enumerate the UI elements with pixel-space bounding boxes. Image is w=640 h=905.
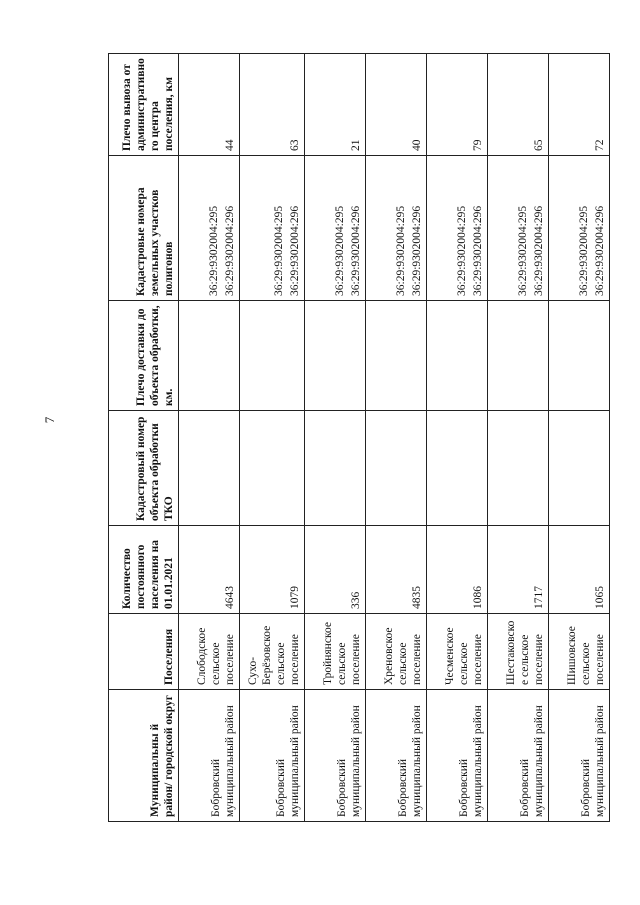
cell-processing-cadastral: [548, 411, 609, 526]
header-settlement: Поселения: [109, 614, 179, 690]
cell-population: 1065: [548, 526, 609, 614]
table-row: [548, 54, 609, 822]
cell-settlement: Хреновское сельское поселение: [366, 614, 427, 690]
cell-delivery-distance: [305, 301, 366, 411]
cell-delivery-distance: [366, 301, 427, 411]
header-landfill-cadastral: Кадастровые номера земельных участков полигонов: [109, 156, 179, 301]
header-population: Количество постоянного населения на 01.01.2021: [109, 526, 179, 614]
cell-population: 1079: [239, 526, 304, 614]
cadastral-number: 36:29:9302004:295: [516, 205, 529, 296]
cell-landfill-cadastral: [548, 156, 609, 301]
cadastral-number: 36:29:9302004:296: [350, 205, 363, 296]
header-export-distance: Плечо вывоза от административного центра поселения, км: [109, 54, 179, 156]
table-row: [366, 54, 427, 822]
cell-district: Бобровский муниципальный район: [427, 690, 488, 822]
cell-district: Бобровский муниципальный район: [548, 690, 609, 822]
table-row: [427, 54, 488, 822]
cadastral-number: 36:29:9302004:296: [472, 205, 485, 296]
cell-export-distance: 21: [305, 54, 366, 156]
cell-landfill-cadastral: [366, 156, 427, 301]
cell-delivery-distance: [488, 301, 549, 411]
cadastral-number: 36:29:9302004:295: [207, 205, 220, 296]
table-header-row: [109, 54, 179, 822]
cell-delivery-distance: [179, 301, 240, 411]
cell-export-distance: 72: [548, 54, 609, 156]
cell-district: Бобровский муниципальный район: [179, 690, 240, 822]
cell-district: Бобровский муниципальный район: [488, 690, 549, 822]
cell-processing-cadastral: [239, 411, 304, 526]
cell-landfill-cadastral: [427, 156, 488, 301]
cell-settlement: Чесменское сельское поселение: [427, 614, 488, 690]
cell-export-distance: 40: [366, 54, 427, 156]
cadastral-number: 36:29:9302004:295: [577, 205, 590, 296]
cell-settlement: Сухо-Берёзовское сельское поселение: [239, 614, 304, 690]
table-row: [239, 54, 304, 822]
cadastral-number: 36:29:9302004:296: [411, 205, 424, 296]
cadastral-number: 36:29:9302004:296: [289, 205, 302, 296]
cell-export-distance: 79: [427, 54, 488, 156]
header-processing-cadastral: Кадастровый номер объекта обработки ТКО: [109, 411, 179, 526]
cell-settlement: Шишовское сельское поселение: [548, 614, 609, 690]
cell-landfill-cadastral: [239, 156, 304, 301]
cell-population: 4835: [366, 526, 427, 614]
cell-population: 4643: [179, 526, 240, 614]
cadastral-number: 36:29:9302004:295: [456, 205, 468, 296]
cadastral-number: 36:29:9302004:296: [593, 205, 606, 296]
cell-export-distance: 44: [179, 54, 240, 156]
cadastral-number: 36:29:9302004:296: [532, 205, 545, 296]
cell-delivery-distance: [548, 301, 609, 411]
cadastral-number: 36:29:9302004:295: [273, 205, 286, 296]
cadastral-number: 36:29:9302004:295: [395, 205, 408, 296]
cell-delivery-distance: [239, 301, 304, 411]
header-district: Муниципальны й район/ городской округ: [109, 690, 179, 822]
table-row: [179, 54, 240, 822]
cell-district: Бобровский муниципальный район: [305, 690, 366, 822]
cell-population: 336: [305, 526, 366, 614]
cell-processing-cadastral: [427, 411, 488, 526]
cell-export-distance: 65: [488, 54, 549, 156]
rotated-table-frame: [108, 54, 610, 822]
cell-processing-cadastral: [305, 411, 366, 526]
table-row: [488, 54, 549, 822]
page-number: 7: [42, 416, 57, 424]
cell-landfill-cadastral: [305, 156, 366, 301]
cell-population: 1086: [427, 526, 488, 614]
cell-processing-cadastral: [366, 411, 427, 526]
cell-settlement: Слободское сельское поселение: [179, 614, 240, 690]
cell-delivery-distance: [427, 301, 488, 411]
cell-settlement: Тройнянское сельское поселение: [305, 614, 366, 690]
header-delivery-distance: Плечо доставки до объекта обработки, км.: [109, 301, 179, 411]
cell-processing-cadastral: [179, 411, 240, 526]
cell-landfill-cadastral: [179, 156, 240, 301]
cell-landfill-cadastral: [488, 156, 549, 301]
cadastral-number: 36:29:9302004:295: [334, 205, 347, 296]
cell-population: 1717: [488, 526, 549, 614]
cell-export-distance: 63: [239, 54, 304, 156]
cell-settlement: Шестаковское сельское поселение: [488, 614, 549, 690]
cell-processing-cadastral: [488, 411, 549, 526]
cadastral-number: 36:29:9302004:296: [223, 205, 236, 296]
cell-district: Бобровский муниципальный район: [366, 690, 427, 822]
cell-district: Бобровский муниципальный район: [239, 690, 304, 822]
table-container: [108, 54, 610, 822]
waste-transport-table: [108, 53, 610, 822]
table-row: [305, 54, 366, 822]
